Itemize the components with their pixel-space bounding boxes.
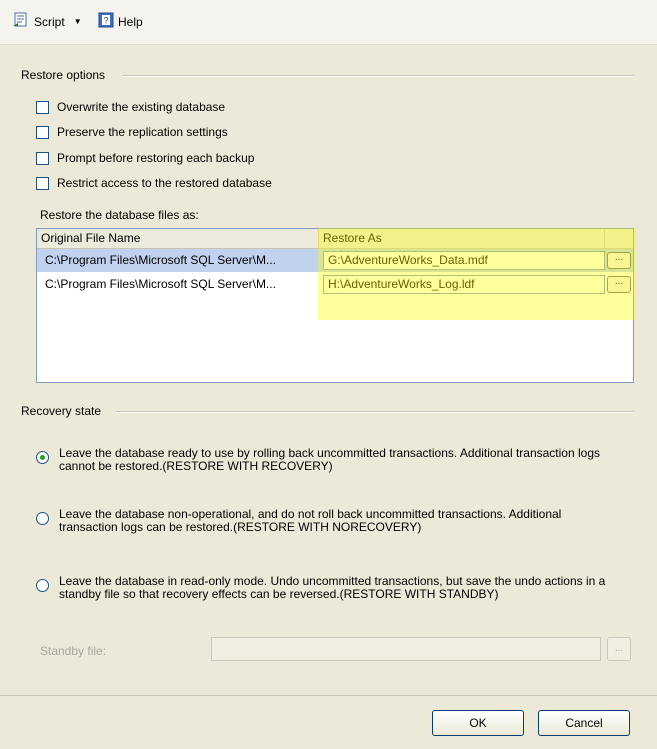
restrict-access-checkbox-row[interactable] [36, 176, 272, 190]
recovery-option-label: Leave the database ready to use by rolling back uncommitted transactions. Additional transaction logs cannot be restored.(RESTORE WITH RECOVERY) [59, 446, 600, 473]
overwrite-checkbox[interactable] [36, 101, 49, 114]
standby-browse-button[interactable]: ... [607, 637, 631, 661]
restore-options-title: Restore options [21, 68, 106, 82]
norecovery-option-label: Leave the database non-operational, and do not roll back uncommitted transactions. Additional transaction logs can be restored.(RESTORE WITH NORECOVERY) [59, 507, 562, 534]
original-file-cell: C:\Program Files\Microsoft SQL Server\M... [45, 277, 276, 291]
prompt-before-restoring-label: Prompt before restoring each backup [57, 151, 255, 165]
browse-button[interactable]: ... [607, 276, 631, 293]
table-row[interactable] [37, 273, 633, 296]
toolbar [0, 0, 657, 45]
restore-as-input[interactable]: H:\AdventureWorks_Log.ldf [323, 275, 605, 294]
preserve-replication-checkbox[interactable] [36, 126, 49, 139]
footer-divider [0, 695, 657, 696]
overwrite-label: Overwrite the existing database [57, 100, 226, 114]
help-icon [98, 12, 114, 31]
script-icon [12, 12, 30, 31]
restore-as-input[interactable]: G:\AdventureWorks_Data.mdf [323, 251, 605, 270]
preserve-replication-label: Preserve the replication settings [57, 125, 228, 139]
browse-button[interactable]: ... [607, 252, 631, 269]
group-divider [116, 411, 634, 413]
grid-header [37, 229, 633, 249]
cancel-button[interactable]: Cancel [538, 710, 630, 736]
help-button[interactable] [98, 12, 143, 31]
ok-button[interactable]: OK [432, 710, 524, 736]
recovery-radio[interactable] [36, 451, 49, 464]
standby-file-label: Standby file: [40, 644, 107, 658]
table-row[interactable] [37, 249, 633, 272]
script-label: Script [34, 14, 65, 29]
prompt-before-restoring-checkbox[interactable] [36, 152, 49, 165]
recovery-option-row[interactable] [36, 447, 619, 473]
preserve-replication-checkbox-row[interactable] [36, 125, 228, 139]
group-divider [122, 75, 634, 77]
standby-option-label: Leave the database in read-only mode. Undo uncommitted transactions, but save the undo actions in a standby file so that recovery effects can be reversed.(RESTORE WITH STANDBY) [59, 574, 606, 601]
standby-file-input[interactable] [211, 637, 601, 661]
restrict-access-checkbox[interactable] [36, 177, 49, 190]
chevron-down-icon[interactable]: ▼ [73, 17, 82, 26]
column-header-restore-as[interactable]: Restore As [319, 229, 605, 248]
restore-files-grid[interactable] [36, 228, 634, 383]
standby-radio[interactable] [36, 579, 49, 592]
script-button[interactable] [12, 12, 82, 31]
svg-text:?: ? [103, 15, 109, 26]
column-header-original-file-name[interactable]: Original File Name [37, 229, 319, 248]
original-file-cell: C:\Program Files\Microsoft SQL Server\M... [45, 253, 276, 267]
recovery-state-title: Recovery state [21, 404, 102, 418]
overwrite-checkbox-row[interactable] [36, 100, 225, 114]
norecovery-radio[interactable] [36, 512, 49, 525]
restrict-access-label: Restrict access to the restored database [57, 176, 272, 190]
standby-option-row[interactable] [36, 575, 619, 601]
restore-files-label: Restore the database files as: [40, 208, 199, 222]
help-label: Help [118, 14, 143, 29]
prompt-before-restoring-checkbox-row[interactable] [36, 151, 254, 165]
norecovery-option-row[interactable] [36, 508, 619, 534]
